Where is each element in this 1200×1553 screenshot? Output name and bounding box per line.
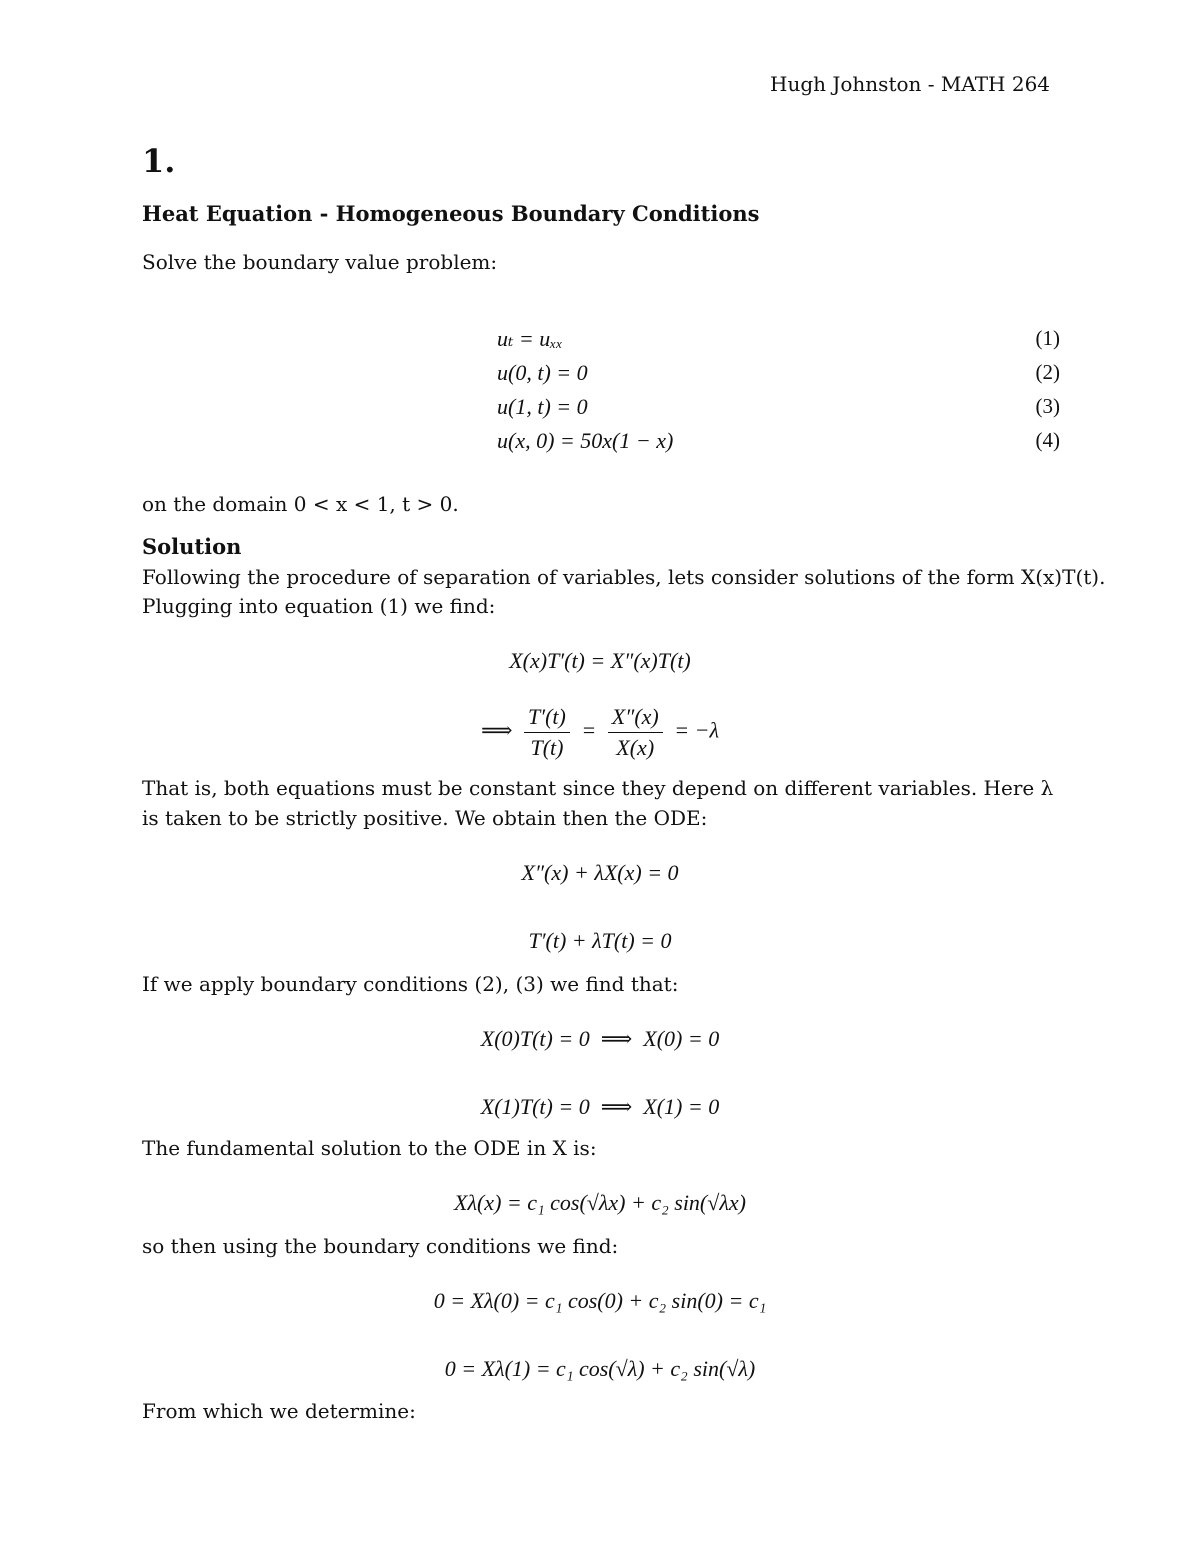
equation-3: u(1, t) = 0 <box>497 394 588 419</box>
boundary-condition-1: X(0)T(t) = 0 ⟹ X(0) = 0 <box>480 1026 720 1051</box>
fraction-t-numerator: T′(t) <box>524 704 570 733</box>
equation-1-tag: (1) <box>1035 326 1060 350</box>
solution-paragraph-5: so then using the boundary conditions we find: <box>142 1234 619 1258</box>
equation-2: u(0, t) = 0 <box>497 360 588 385</box>
solution-paragraph-2-line-2: is taken to be strictly positive. We obtain then the ODE: <box>142 806 708 830</box>
equation-4-tag: (4) <box>1035 428 1060 452</box>
boundary-condition-2: X(1)T(t) = 0 ⟹ X(1) = 0 <box>480 1094 720 1119</box>
domain-statement: on the domain 0 < x < 1, t > 0. <box>142 492 459 516</box>
problem-intro: Solve the boundary value problem: <box>142 250 498 274</box>
boundary-application-2: 0 = Xλ(1) = c₁ cos(√λ) + c₂ sin(√λ) <box>444 1356 756 1381</box>
equals-sign: = <box>581 717 597 743</box>
solution-paragraph-1-line-1: Following the procedure of separation of variables, lets consider solutions of the form X(x)T(t). <box>142 565 1106 589</box>
fundamental-solution: Xλ(x) = c₁ cos(√λx) + c₂ sin(√λx) <box>454 1190 746 1215</box>
solution-paragraph-1-line-2: Plugging into equation (1) we find: <box>142 594 496 618</box>
fraction-x <box>608 704 663 761</box>
solution-paragraph-4: The fundamental solution to the ODE in X is: <box>142 1136 597 1160</box>
separated-equation: X(x)T′(t) = X″(x)T(t) <box>509 648 691 673</box>
fraction-x-numerator: X″(x) <box>608 704 663 733</box>
fraction-t <box>524 704 570 761</box>
fraction-x-denominator: X(x) <box>616 735 655 760</box>
solution-paragraph-3: If we apply boundary conditions (2), (3) we find that: <box>142 972 679 996</box>
implies-symbol: ⟹ <box>481 717 513 743</box>
problem-title: Heat Equation - Homogeneous Boundary Conditions <box>142 201 760 226</box>
equation-1: uₜ = uₓₓ <box>497 326 563 351</box>
solution-paragraph-6: From which we determine: <box>142 1399 416 1423</box>
solution-heading: Solution <box>142 534 242 559</box>
equation-2-tag: (2) <box>1035 360 1060 384</box>
solution-paragraph-2-line-1: That is, both equations must be constant since they depend on different variables. Here λ <box>142 776 1054 800</box>
equation-4: u(x, 0) = 50x(1 − x) <box>497 428 674 453</box>
fraction-t-denominator: T(t) <box>530 735 564 760</box>
ode-x-equation: X″(x) + λX(x) = 0 <box>521 860 679 885</box>
ratio-equation <box>0 704 1200 761</box>
equation-3-tag: (3) <box>1035 394 1060 418</box>
ode-t-equation: T′(t) + λT(t) = 0 <box>528 928 672 953</box>
ratio-rhs: = −λ <box>674 717 719 743</box>
boundary-application-1: 0 = Xλ(0) = c₁ cos(0) + c₂ sin(0) = c₁ <box>433 1288 767 1313</box>
page-header: Hugh Johnston - MATH 264 <box>770 72 1051 96</box>
problem-number: 1. <box>142 142 176 180</box>
